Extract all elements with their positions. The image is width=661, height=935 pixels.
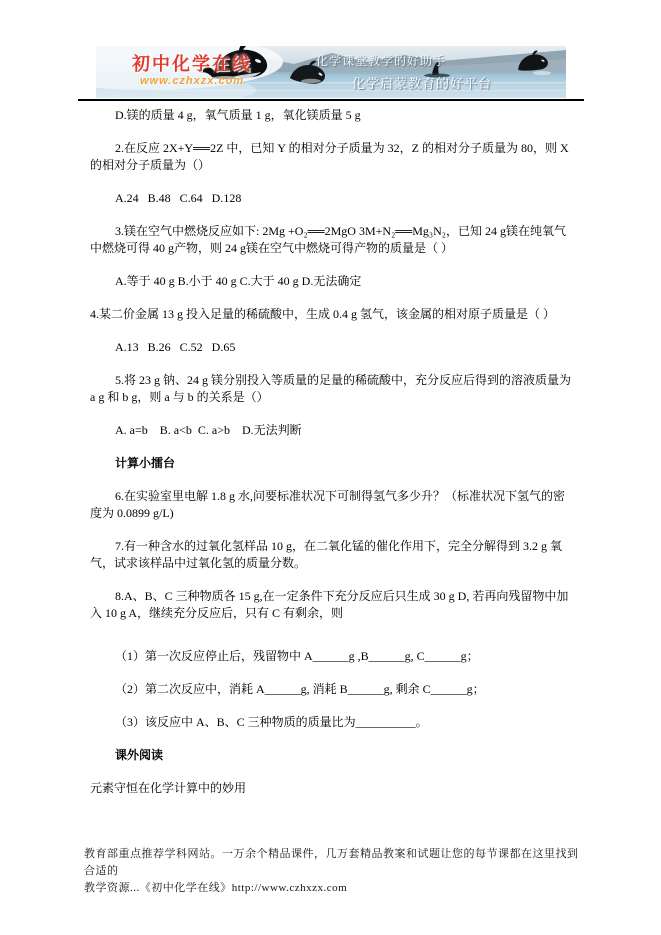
footer-line-2: 教学资源...《初中化学在线》http://www.czhxzx.com xyxy=(84,882,348,894)
banner-slogan-1: 化学课堂教学的好助手 xyxy=(316,54,447,68)
options-q2: A.24 B.48 C.64 D.128 xyxy=(115,191,242,205)
question-7: 7.有一种含水的过氧化氢样品 10 g，在二氧化锰的催化作用下，完全分解得到 3.2 g 氧气，试求该样品中过氧化氢的质量分数。 xyxy=(90,539,563,570)
footer-line-1: 教育部重点推荐学科网站。一万余个精品课件，几万套精品教案和试题让您的每节课都在这里找到合适的 xyxy=(84,848,579,877)
question-5: 5.将 23 g 钠、24 g 镁分别投入等质量的足量的稀硫酸中，充分反应后得到的溶液质量为 a g 和 b g，则 a 与 b 的关系是（） xyxy=(90,373,575,404)
option-line-q1d: D.镁的质量 4 g，氧气质量 1 g，氧化镁质量 5 g xyxy=(115,108,361,122)
page-footer xyxy=(84,846,584,897)
section-heading-calc: 计算小擂台 xyxy=(115,456,176,470)
site-name: 初中化学在线 xyxy=(132,54,252,74)
reading-title: 元素守恒在化学计算中的妙用 xyxy=(90,781,247,795)
question-8: 8.A、B、C 三种物质各 15 g,在一定条件下充分反应后只生成 30 g D, 若再向残留物中加入 10 g A，继续充分反应后，只有 C 有剩余，则 xyxy=(90,589,569,620)
options-q4: A.13 B.26 C.52 D.65 xyxy=(115,340,236,354)
options-q3: A.等于 40 g B.小于 40 g C.大于 40 g D.无法确定 xyxy=(115,274,362,288)
options-q5: A. a=b B. a<b C. a>b D.无法判断 xyxy=(115,423,302,437)
question-4: 4.某二价金属 13 g 投入足量的稀硫酸中，生成 0.4 g 氢气，该金属的相对原子质量是（ ） xyxy=(90,307,556,321)
site-banner xyxy=(96,46,566,98)
blank-item-1: （1）第一次反应停止后，残留物中 A______g ,B______g, C______g； xyxy=(115,649,479,663)
worksheet-body xyxy=(90,101,574,813)
blank-item-2: （2）第二次反应中，消耗 A______g, 消耗 B______g, 剩余 C______g； xyxy=(115,682,485,696)
question-6: 6.在实验室里电解 1.8 g 水,问要标准状况下可制得氢气多少升？（标准状况下氢气的密度为 0.0899 g/L) xyxy=(90,489,566,520)
banner-slogan-2: 化学启蒙教育的好平台 xyxy=(352,76,493,91)
question-2: 2.在反应 2X+Y══2Z 中，已知 Y 的相对分子质量为 32，Z 的相对分子质量为 80，则 X 的相对分子质量为（） xyxy=(90,141,572,172)
section-heading-reading: 课外阅读 xyxy=(115,748,164,762)
question-3: 3.镁在空气中燃烧反应如下: 2Mg +O₂══2MgO 3M+N₂══Mg₃N₂，已知 24 g镁在纯氧气中燃烧可得 40 g产物，则 24 g镁在空气中燃烧可得产物的质量是（ ） xyxy=(90,224,566,255)
blank-item-3: （3）该反应中 A、B、C 三种物质的质量比为__________。 xyxy=(115,715,428,729)
site-url: www.czhxzx.com xyxy=(140,75,245,87)
